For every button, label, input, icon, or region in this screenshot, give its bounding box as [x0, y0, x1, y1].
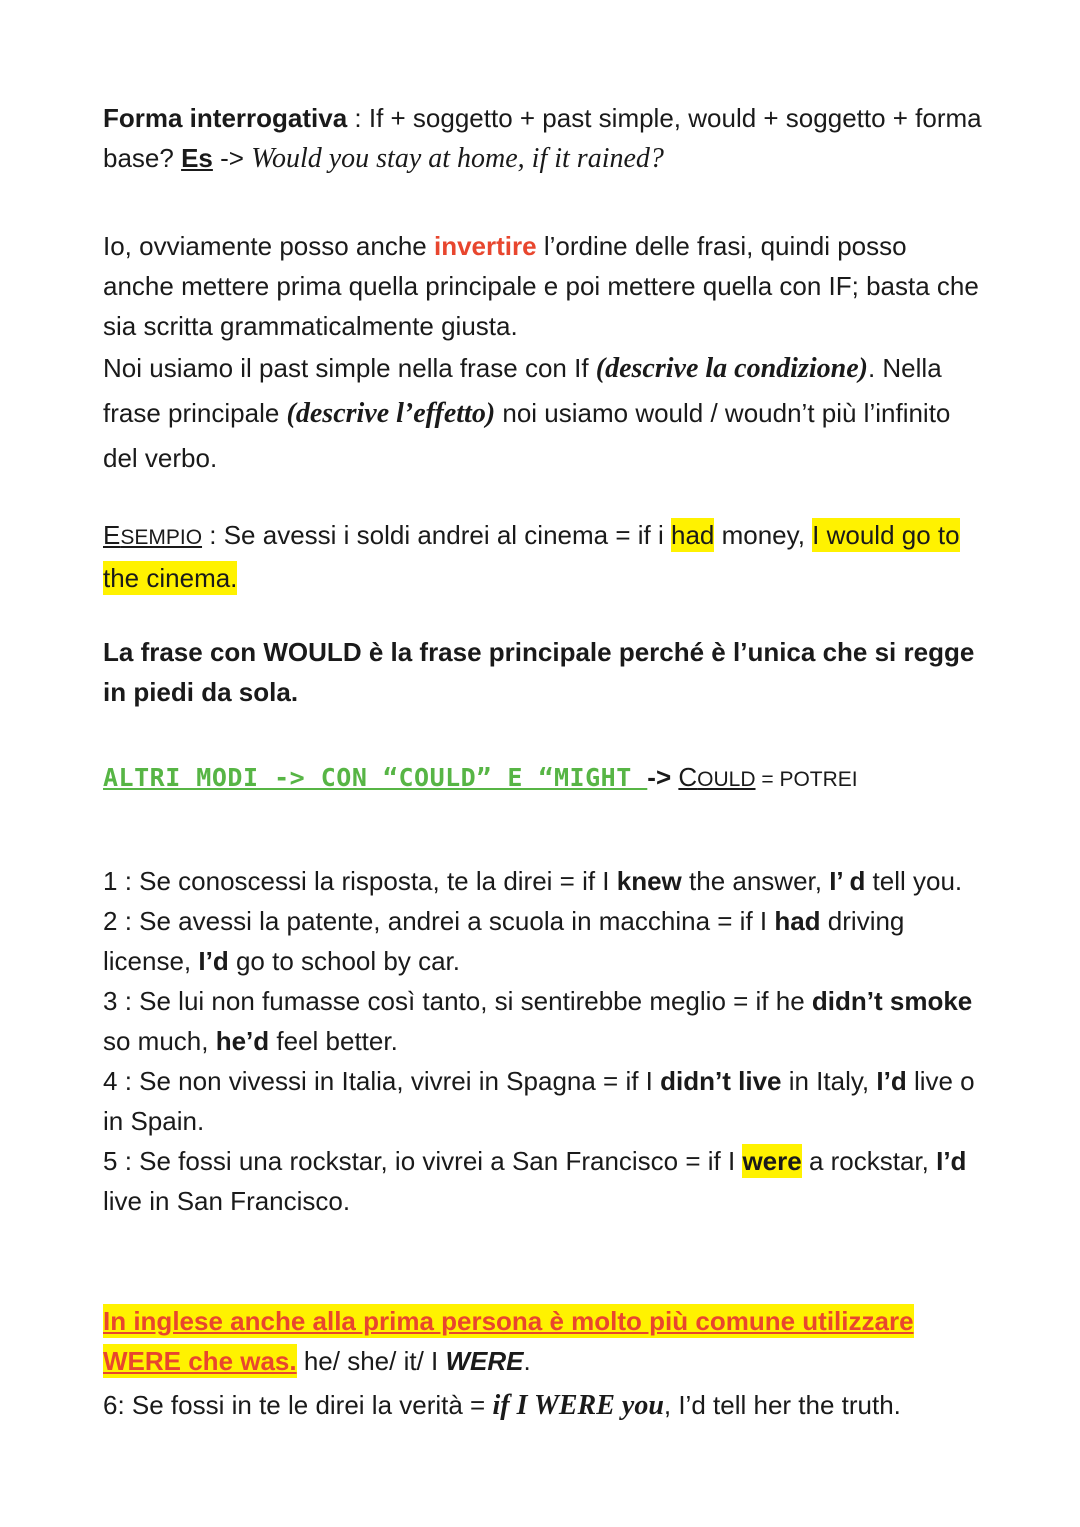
past-simple-text-3: noi usiamo would / woudn’t più l’infinito del verbo. [103, 398, 951, 473]
example-6-serif: if I WERE you [492, 1390, 664, 1421]
list-item [103, 1061, 983, 1141]
list-item-text: so much, [103, 1026, 216, 1056]
example-label-first: E [103, 520, 121, 550]
were-note-text: he/ she/ it/ I [296, 1346, 446, 1376]
example-label-rest: SEMPIO [120, 526, 203, 549]
list-item-modal: he’d [215, 1026, 270, 1056]
were-note-were: WERE [445, 1346, 524, 1376]
list-item-text: : Se non vivessi in Italia, vivrei in Spagna = if I [117, 1066, 661, 1096]
list-item-modal: I’ d [829, 866, 866, 896]
list-item-text: live o in Spain. [103, 1066, 975, 1136]
list-item-text: : Se avessi la patente, andrei a scuola in macchina = if I [117, 906, 775, 936]
past-simple-text-2: . Nella frase principale [103, 353, 942, 428]
interrogative-rule: : If + soggetto + past simple, would + soggetto + forma base? [103, 103, 982, 173]
example-main-clause-highlight: I would go to the cinema. [103, 520, 960, 593]
other-modals-arrow: -> [647, 762, 679, 792]
list-item-text: : Se lui non fumasse così tanto, si sentirebbe meglio = if he [117, 986, 812, 1016]
example-label [103, 520, 202, 550]
were-highlight: were [742, 1146, 802, 1176]
list-item-text: the answer, [681, 866, 830, 896]
example-text-1: : Se avessi i soldi andrei al cinema = if i [202, 520, 671, 550]
could-label [678, 762, 755, 792]
interrogative-example: Would you stay at home, if it rained? [251, 143, 664, 174]
list-item-number: 5 [103, 1146, 118, 1176]
list-item-number: 1 [103, 866, 118, 896]
list-item-text: : Se fossi una rockstar, io vivrei a San Francisco = if I [117, 1146, 743, 1176]
invert-text-1: Io, ovviamente posso anche [103, 231, 434, 261]
list-item-modal: I’d [198, 946, 229, 976]
example-6-text-1: 6: Se fossi in te le direi la verità = [103, 1390, 493, 1420]
were-note-end: . [523, 1346, 531, 1376]
list-item-verb: didn’t live [660, 1066, 782, 1096]
list-item [103, 901, 983, 981]
other-modals-heading-line [103, 757, 983, 800]
list-item [103, 1141, 983, 1221]
were-note-highlight: In inglese anche alla prima persona è molto più comune utilizzare WERE che was. [103, 1306, 914, 1376]
es-label: Es [181, 143, 213, 173]
list-item-text: tell you. [865, 866, 963, 896]
examples-list [103, 861, 983, 1221]
past-simple-paragraph [103, 346, 983, 480]
were-note-paragraph [103, 1301, 983, 1381]
could-first: C [678, 762, 698, 792]
example-6-text-2: , I’d tell her the truth. [663, 1390, 901, 1420]
invert-keyword: invertire [433, 231, 537, 261]
example-text-2: money, [714, 520, 813, 550]
example-paragraph [103, 515, 983, 598]
list-item-verb: didn’t smoke [811, 986, 973, 1016]
condition-note: (descrive la condizione) [595, 353, 868, 384]
invert-paragraph [103, 226, 983, 346]
interrogative-form-paragraph [103, 98, 983, 179]
list-item-modal: I’d [936, 1146, 967, 1176]
interrogative-label: Forma interrogativa [103, 103, 348, 133]
list-item-text: feel better. [269, 1026, 398, 1056]
could-meaning [756, 762, 858, 792]
could-rest: OULD [697, 768, 756, 791]
example-had-highlight: had [670, 520, 715, 550]
effect-note: (descrive l’effetto) [286, 398, 496, 429]
arrow: -> [212, 143, 252, 173]
list-item-modal: I’d [876, 1066, 907, 1096]
list-item-text: go to school by car. [228, 946, 460, 976]
list-item-text: in Italy, [781, 1066, 877, 1096]
list-item-verb: had [774, 906, 821, 936]
list-item-text: driving license, [103, 906, 905, 976]
main-clause-note: La frase con WOULD è la frase principale perché è l’unica che si regge in piedi da sola. [103, 637, 975, 707]
example-6 [103, 1385, 983, 1426]
list-item-number: 3 [103, 986, 118, 1016]
could-meaning-text: = POTREI [755, 768, 858, 791]
past-simple-text-1: Noi usiamo il past simple nella frase con If [103, 353, 596, 383]
list-item-text: a rockstar, [801, 1146, 937, 1176]
list-item-text: : Se conoscessi la risposta, te la direi = if I [117, 866, 617, 896]
list-item [103, 981, 983, 1061]
invert-text-2: l’ordine delle frasi, quindi posso anche mettere prima quella principale e poi mettere quella con IF; basta che sia scritta grammaticalmente giusta. [103, 231, 979, 341]
list-item-text: live in San Francisco. [103, 1186, 351, 1216]
list-item-number: 4 [103, 1066, 118, 1096]
other-modals-heading: ALTRI MODI -> CON “COULD” E “MIGHT [103, 763, 648, 792]
list-item [103, 861, 983, 901]
list-item-verb: knew [616, 866, 682, 896]
list-item-number: 2 [103, 906, 118, 936]
